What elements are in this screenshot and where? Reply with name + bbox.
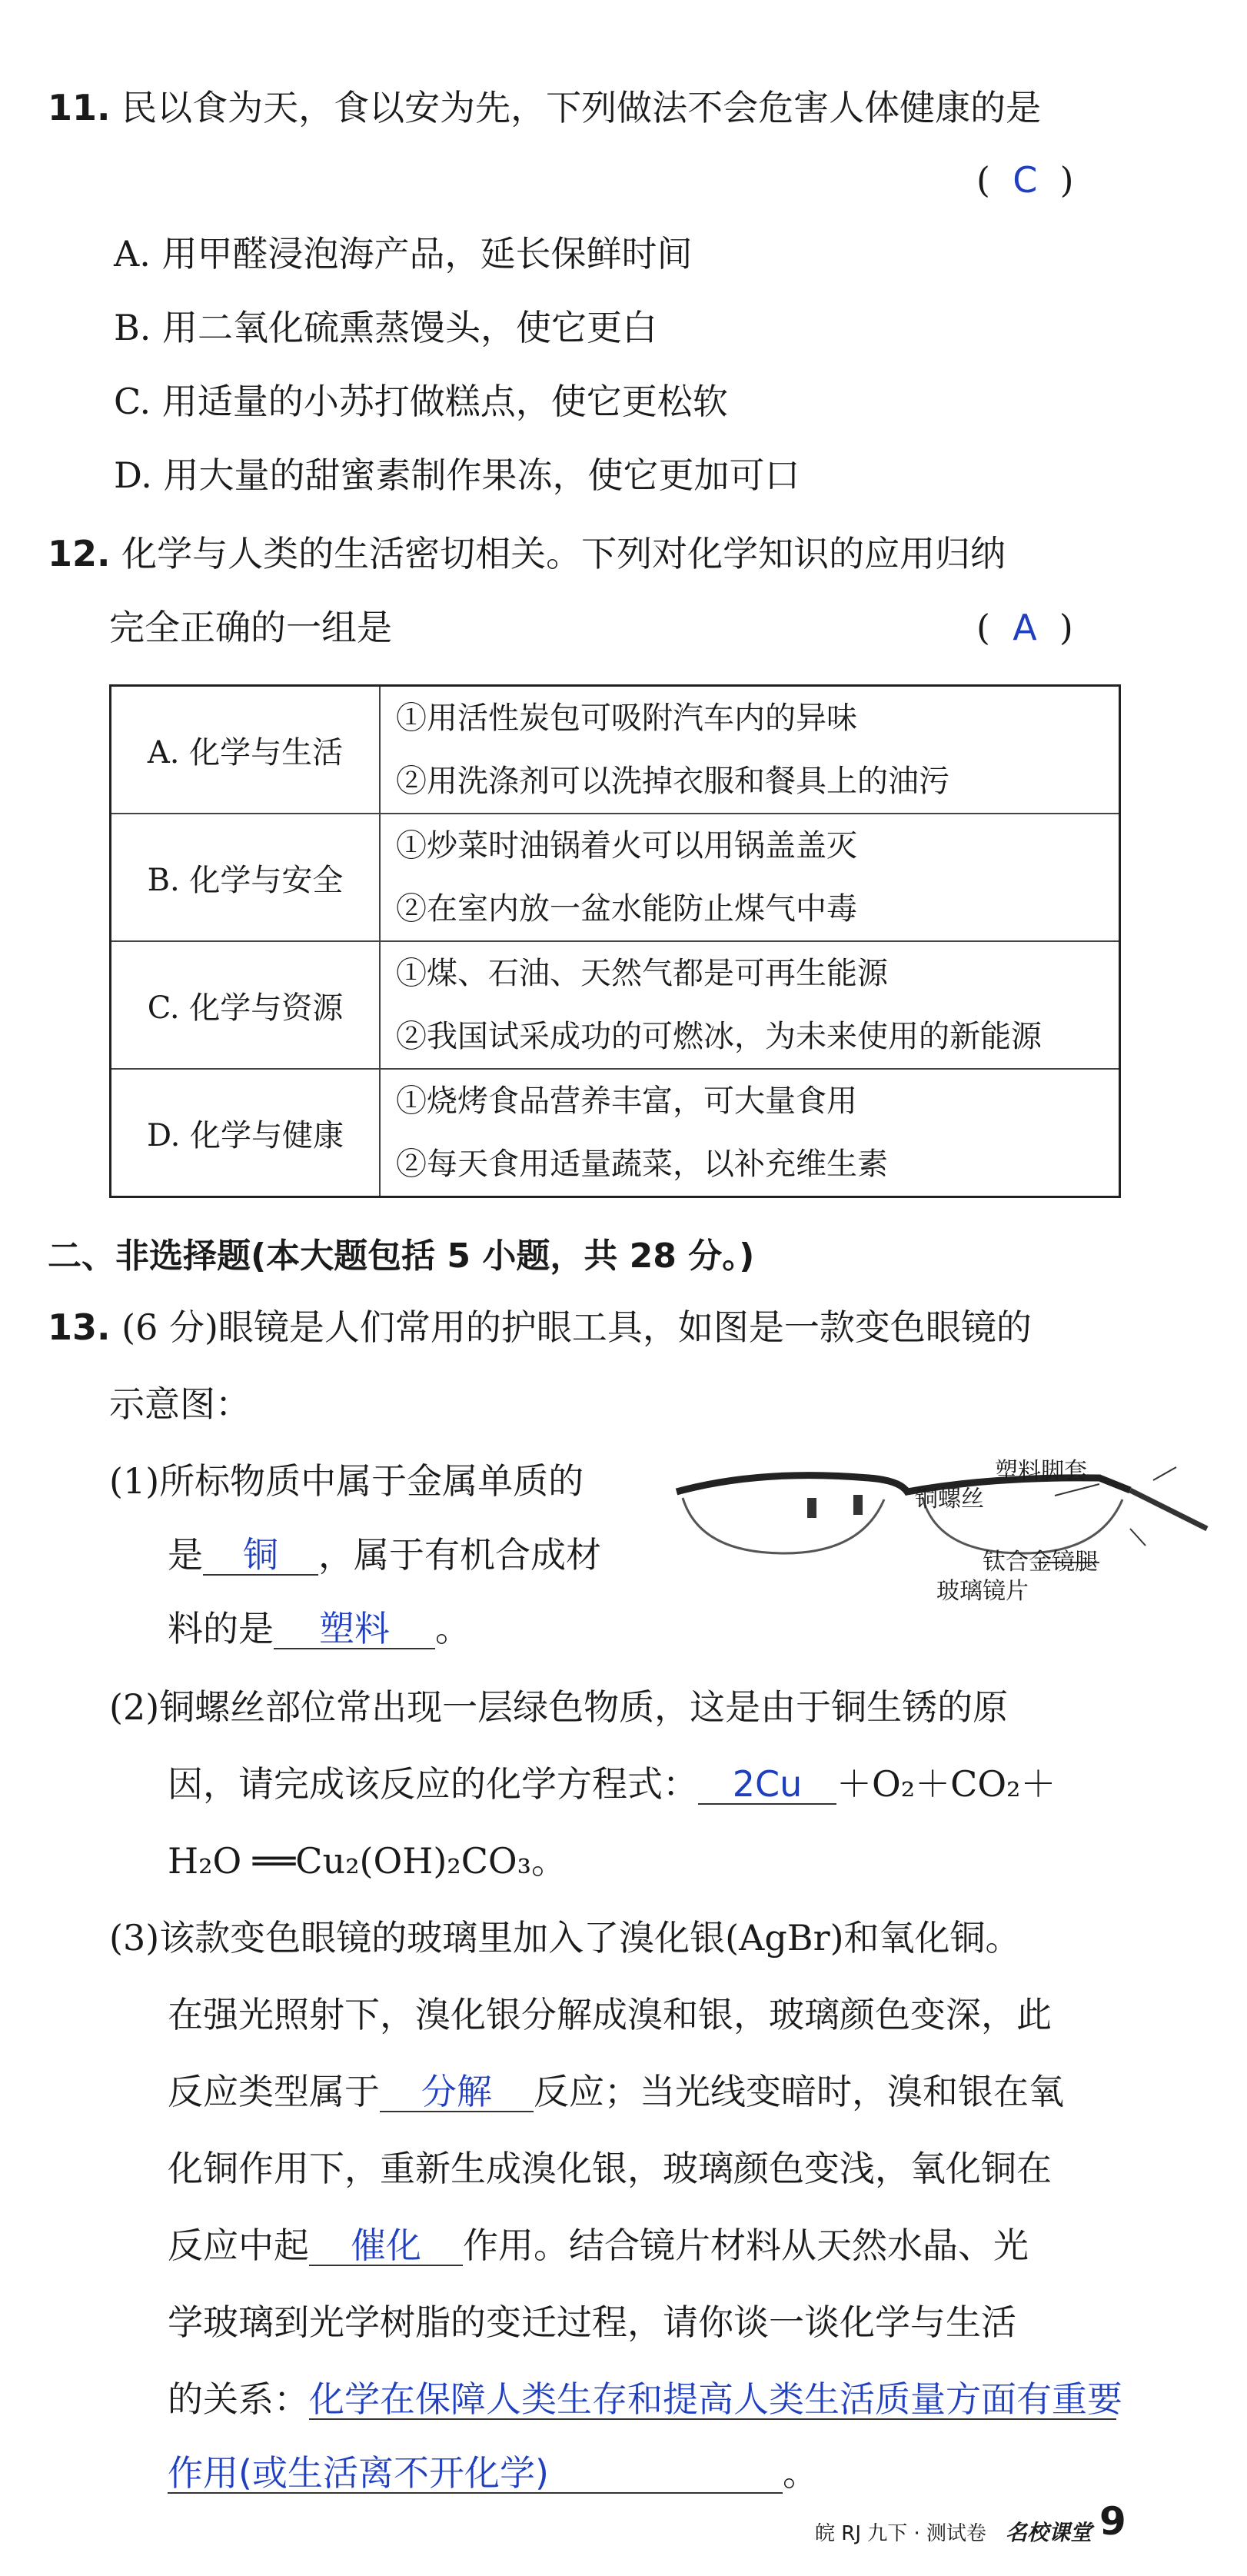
q12-answer: A: [1013, 607, 1037, 648]
label-titanium-leg: 钛合金镜腿: [983, 1549, 1098, 1576]
q13-part3-line7: [168, 2376, 1122, 2422]
table-item: ②我国试采成功的可燃冰，为未来使用的新能源: [396, 1019, 1042, 1054]
q13-part2-text: 因，请完成该反应的化学方程式：: [168, 1763, 698, 1805]
table-item: ①烧烤食品营养丰富，可大量食用: [396, 1083, 857, 1119]
q13-part3-text: 的关系：: [168, 2378, 309, 2420]
q11-stem: [48, 85, 1041, 131]
table-item: ①炒菜时油锅着火可以用锅盖盖灭: [396, 828, 857, 864]
footer-brand-logo: 名校课堂: [1006, 2520, 1092, 2545]
q11-option-b: B. 用二氧化硫熏蒸馒头，使它更白: [114, 307, 658, 348]
q13-part2-line3: H₂O ══Cu₂(OH)₂CO₃。: [168, 1840, 567, 1882]
table-item: ②用洗涤剂可以洗掉衣服和餐具上的油污: [396, 764, 949, 799]
q13-part1-text: 。: [435, 1608, 471, 1649]
table-category: D. 化学与健康: [111, 1069, 381, 1197]
table-item: ①煤、石油、天然气都是可再生能源: [396, 956, 888, 991]
q13-part3-line5: [168, 2222, 1029, 2268]
q13-part1-text: ，属于有机合成材: [318, 1534, 601, 1576]
table-items: [380, 1069, 1120, 1197]
q13-stem-line1: [48, 1304, 1032, 1350]
q13-part1-line2: [168, 1532, 601, 1578]
q13-part1-line1: (1)所标物质中属于金属单质的: [109, 1460, 584, 1502]
table-category: A. 化学与生活: [111, 686, 381, 814]
q13-answer-equation: 2Cu: [698, 1765, 836, 1805]
q13-part3-line4: 化铜作用下，重新生成溴化银，玻璃颜色变浅，氧化铜在: [168, 2148, 1052, 2189]
table-row: [111, 1069, 1120, 1197]
q13-part1-text: 是: [168, 1534, 203, 1576]
q12-options-table: [109, 684, 1121, 1198]
table-items: [380, 941, 1120, 1069]
table-items: [380, 686, 1120, 814]
table-category: B. 化学与安全: [111, 814, 381, 941]
q13-part3-text: 反应；当光线变暗时，溴和银在氧: [534, 2071, 1064, 2112]
q12-stem-line1: [48, 531, 1006, 577]
q12-stem-line2: 完全正确的一组是: [109, 607, 392, 648]
q13-part2-line2: [168, 1761, 1056, 1807]
q12-answer-paren: ( A ): [976, 607, 1073, 648]
q13-part3-line8: [168, 2450, 818, 2496]
table-items: [380, 814, 1120, 941]
q13-part3-line1: (3)该款变色眼镜的玻璃里加入了溴化银(AgBr)和氧化铜。: [109, 1917, 1021, 1959]
q13-answer-relation-2: 作用(或生活离不开化学): [168, 2454, 783, 2494]
table-category: C. 化学与资源: [111, 941, 381, 1069]
q11-answer-paren: ( C ): [976, 159, 1074, 201]
table-item: ①用活性炭包可吸附汽车内的异味: [396, 701, 857, 736]
q13-stem-text1: (6 分)眼镜是人们常用的护眼工具，如图是一款变色眼镜的: [121, 1306, 1032, 1348]
table-row: [111, 941, 1120, 1069]
table-item: ②每天食用适量蔬菜，以补充维生素: [396, 1147, 888, 1182]
q13-answer-organic: 塑料: [274, 1609, 435, 1649]
footer-book: 皖 RJ 九下 · 测试卷: [815, 2522, 987, 2545]
label-plastic-pad: 塑料脚套: [995, 1458, 1087, 1485]
q13-part3-text: 。: [783, 2452, 818, 2494]
q13-part2-line1: (2)铜螺丝部位常出现一层绿色物质，这是由于铜生锈的原: [109, 1686, 1009, 1728]
table-item: ②在室内放一盆水能防止煤气中毒: [396, 891, 857, 927]
q13-part3-text: 作用。结合镜片材料从天然水晶、光: [463, 2225, 1029, 2266]
label-glass-lens: 玻璃镜片: [936, 1578, 1029, 1605]
q13-part3-line6: 学玻璃到光学树脂的变迁过程，请你谈一谈化学与生活: [168, 2301, 1016, 2343]
q13-answer-reaction-type: 分解: [380, 2072, 534, 2112]
q13-answer-role: 催化: [309, 2226, 463, 2266]
q13-answer-metal: 铜: [203, 1536, 318, 1576]
table-row: [111, 686, 1120, 814]
label-copper-screw: 铜螺丝: [915, 1486, 984, 1513]
table-row: [111, 814, 1120, 941]
q11-number: 11.: [48, 87, 111, 128]
q13-answer-relation-1: 化学在保障人类生存和提高人类生活质量方面有重要: [309, 2378, 1122, 2420]
q13-part1-text: 料的是: [168, 1608, 274, 1649]
q13-part3-line3: [168, 2068, 1064, 2115]
q11-option-c: C. 用适量的小苏打做糕点，使它更松软: [114, 381, 728, 422]
q13-part3-text: 反应中起: [168, 2225, 309, 2266]
section-heading: 二、非选择题(本大题包括 5 小题，共 28 分。): [48, 1236, 755, 1276]
q13-part3-text: 反应类型属于: [168, 2071, 380, 2112]
q11-option-a: A. 用甲醛浸泡海产品，延长保鲜时间: [114, 233, 693, 275]
q12-number: 12.: [48, 533, 111, 574]
page-number: 9: [1099, 2499, 1126, 2544]
q11-stem-text: 民以食为天，食以安为先，下列做法不会危害人体健康的是: [121, 87, 1042, 128]
q13-part3-line2: 在强光照射下，溴化银分解成溴和银，玻璃颜色变深，此: [168, 1994, 1052, 2035]
q13-part2-text: ＋O₂＋CO₂＋: [836, 1763, 1056, 1805]
q13-stem-line2: 示意图：: [109, 1383, 251, 1425]
q12-stem-text1: 化学与人类的生活密切相关。下列对化学知识的应用归纳: [121, 533, 1006, 574]
q13-number: 13.: [48, 1306, 111, 1348]
q13-part1-line3: [168, 1606, 471, 1652]
q11-option-d: D. 用大量的甜蜜素制作果冻，使它更加可口: [114, 454, 800, 496]
q11-answer: C: [1013, 159, 1038, 201]
